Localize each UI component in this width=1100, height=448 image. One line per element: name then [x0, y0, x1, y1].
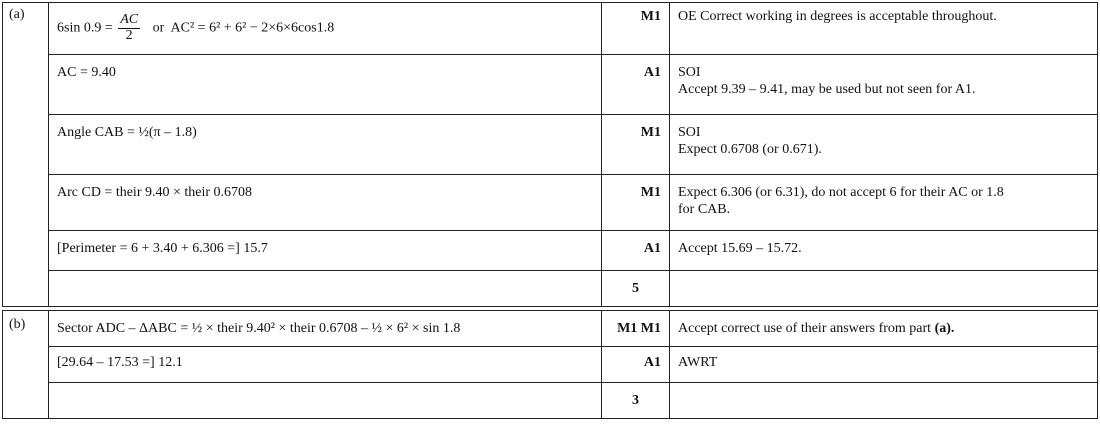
- working-cell-empty: [49, 271, 602, 307]
- guidance-cell-empty: [670, 271, 1098, 307]
- total-marks: 3: [602, 383, 670, 419]
- table-row: [3, 175, 1098, 231]
- mark-cell: M1: [602, 3, 670, 55]
- fraction-numerator: AC: [120, 12, 139, 27]
- mark-cell: A1: [602, 55, 670, 115]
- working-cell: Arc CD = their 9.40 × their 0.6708: [49, 175, 602, 231]
- table-row: [3, 347, 1098, 383]
- total-row: [3, 383, 1098, 419]
- working-or: or: [152, 20, 165, 36]
- mark-cell: M1 M1: [602, 311, 670, 347]
- guidance-cell: AWRT: [670, 347, 1098, 383]
- fraction: [118, 13, 140, 43]
- guidance-cell: SOI Accept 9.39 – 9.41, may be used but not seen for A1.: [670, 55, 1098, 115]
- working-cell: [29.64 – 17.53 =] 12.1: [49, 347, 602, 383]
- mark-cell: M1: [602, 175, 670, 231]
- working-cell: Angle CAB = ½(π – 1.8): [49, 115, 602, 175]
- part-label-a: (a): [3, 3, 49, 307]
- table-row: [3, 115, 1098, 175]
- mark-cell: A1: [602, 347, 670, 383]
- working-alternative: AC² = 6² + 6² − 2×6×6cos1.8: [170, 20, 335, 36]
- working-cell: Sector ADC – ΔABC = ½ × their 9.40² × their 0.6708 – ½ × 6² × sin 1.8: [49, 311, 602, 347]
- table-row: [3, 231, 1098, 271]
- working-cell: [Perimeter = 6 + 3.40 + 6.306 =] 15.7: [49, 231, 602, 271]
- working-cell: AC = 9.40: [49, 55, 602, 115]
- table-row: [3, 55, 1098, 115]
- total-row: [3, 271, 1098, 307]
- total-marks: 5: [602, 271, 670, 307]
- guidance-cell: Accept 15.69 – 15.72.: [670, 231, 1098, 271]
- guidance-cell: Accept correct use of their answers from part (a).: [670, 311, 1098, 347]
- guidance-cell: Expect 6.306 (or 6.31), do not accept 6 for their AC or 1.8 for CAB.: [670, 175, 1098, 231]
- working-cell: [49, 3, 602, 55]
- guidance-cell: OE Correct working in degrees is acceptable throughout.: [670, 3, 1098, 55]
- part-label-b: (b): [3, 311, 49, 419]
- table-row: [3, 311, 1098, 347]
- guidance-cell-empty: [670, 383, 1098, 419]
- mark-scheme-table: [2, 2, 1098, 419]
- fraction-denominator: 2: [125, 27, 133, 43]
- mark-cell: A1: [602, 231, 670, 271]
- mark-cell: M1: [602, 115, 670, 175]
- working-cell-empty: [49, 383, 602, 419]
- guidance-cell: SOI Expect 0.6708 (or 0.671).: [670, 115, 1098, 175]
- working-prefix: 6sin 0.9 =: [57, 20, 113, 36]
- table-row: [3, 3, 1098, 55]
